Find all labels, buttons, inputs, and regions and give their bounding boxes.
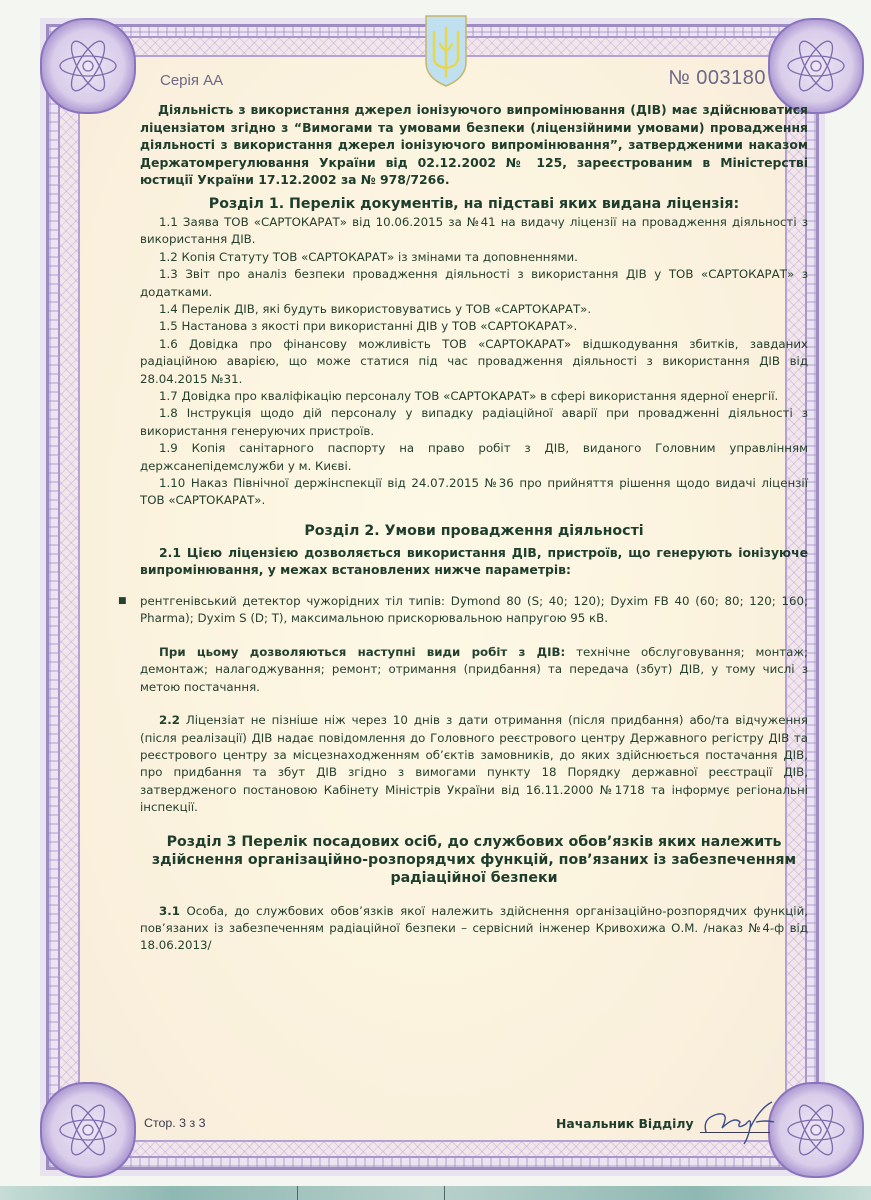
section-3-title: Розділ 3 Перелік посадових осіб, до службових обов’язків яких належить здійснення організаційно-розпорядчих функцій, пов’язаних із забезпеченням радіаційної безпеки bbox=[151, 833, 797, 886]
list-item: 1.1 Заява ТОВ «САРТОКАРАТ» від 10.06.2015 за №41 на видачу ліцензії на провадження діяльності з використання ДІВ. bbox=[140, 214, 808, 247]
list-item: 1.3 Звіт про аналіз безпеки провадження діяльності з використання ДІВ у ТОВ «САРТОКАРАТ» з додатками. bbox=[140, 267, 808, 299]
atom-rosette-icon bbox=[40, 18, 136, 114]
section-2-2-paragraph bbox=[140, 712, 808, 816]
atom-rosette-icon bbox=[40, 1082, 136, 1178]
section-2-2-number: 2.2 bbox=[159, 713, 180, 728]
section-2-2-text: Ліцензіат не пізніше ніж через 10 днів з дати отримання (після придбання) або/та відчуження (після реалізації) ДІВ надає повідомлення до Головного реєстрового центру Державного регістру ДІВ та реєстрового центру за місцезнаходженням об’єктів замовників, до яких здійснюється постачання ДІВ, про придбання та збут ДІВ згідно з вимогами пункту 18 Порядку державної реєстрації ДІВ, затвердженого постановою Кабінету Міністрів України від 16.11.2000 №1718 та інформує регіональні інспекції. bbox=[140, 713, 808, 815]
section-3-1-text: Особа, до службових обов’язків якої належить здійснення організаційно-розпорядчих функцій, пов’язаних із забезпеченням радіаційної безпеки – сервісний інженер Кривохижа О.М. /наказ №4-ф від 18.06.2013/ bbox=[140, 903, 808, 953]
signature-mark bbox=[700, 1098, 780, 1152]
list-item: 1.10 Наказ Північної держінспекції від 24.07.2015 №36 про прийняття рішення щодо видачі ліцензії ТОВ «САРТОКАРАТ». bbox=[140, 476, 808, 508]
section-3-1-number: 3.1 bbox=[159, 903, 180, 918]
section-1-title: Розділ 1. Перелік документів, на підставі яких видана ліцензія: bbox=[208, 195, 740, 212]
list-item: 1.5 Настанова з якості при використанні ДІВ у ТОВ «САРТОКАРАТ». bbox=[159, 319, 578, 334]
scanner-bottom-strip bbox=[0, 1186, 871, 1200]
intro-paragraph: Діяльність з використання джерел іонізуючого випромінювання (ДІВ) має здійснюватися ліцензіатом згідно з “Вимогами та умовами безпеки (ліцензійними умовами) провадження діяльності з використання джерел іонізуючого випромінювання”, затвердженими наказом Держатомрегулювання України від 02.12.2002 № 125, зареєстрованим в Міністерстві юстиції України 17.12.2002 за № 978/7266. bbox=[140, 102, 808, 188]
list-item: 1.6 Довідка про фінансову можливість ТОВ «САРТОКАРАТ» відшкодування збитків, завданих радіаційною аварією, що може статися під час провадження діяльності з використання ДІВ від 28.04.2015 №31. bbox=[140, 336, 808, 386]
section-1-list bbox=[140, 214, 808, 510]
list-item: 1.7 Довідка про кваліфікацію персоналу ТОВ «САРТОКАРАТ» в сфері використання ядерної енергії. bbox=[159, 389, 779, 404]
document-content bbox=[118, 55, 808, 955]
section-2-title: Розділ 2. Умови провадження діяльності bbox=[304, 522, 644, 539]
divider bbox=[444, 1186, 445, 1200]
permitted-works-label: При цьому дозволяються наступні види робіт з ДІВ: bbox=[159, 644, 566, 659]
series-label: Серія АА bbox=[160, 72, 224, 89]
license-number: № 003180 bbox=[668, 67, 766, 89]
bullet-square-icon: ■ bbox=[118, 596, 127, 607]
list-item: 1.2 Копія Статуту ТОВ «САРТОКАРАТ» із змінами та доповненнями. bbox=[159, 249, 578, 264]
signatory-title: Начальник Відділу bbox=[556, 1116, 694, 1131]
permitted-works-paragraph bbox=[140, 644, 808, 696]
device-bullet bbox=[118, 593, 808, 628]
section-2-1-paragraph: 2.1 Цією ліцензією дозволяється використання ДІВ, пристроїв, що генерують іонізуюче випромінювання, у межах встановлених нижче параметрів: bbox=[140, 544, 808, 578]
divider bbox=[297, 1186, 298, 1200]
list-item: 1.9 Копія санітарного паспорту на право робіт з ДІВ, виданого Головним управлінням держсанепідемслужби у м. Києві. bbox=[140, 441, 808, 473]
atom-rosette-icon bbox=[768, 1082, 864, 1178]
section-3-1-paragraph bbox=[140, 903, 808, 955]
device-description: рентгенівський детектор чужорідних тіл типів: Dymond 80 (S; 40; 120); Dyxim FB 40 (60; 80; 120; 160; Pharma); Dyxim S (D; T), максимальною прискорювальною напругою 95 кВ. bbox=[140, 594, 808, 626]
permitted-works-text: технічне обслуговування; монтаж; демонтаж; налагоджування; ремонт; отримання (придбання) та передача (збут) ДІВ, у тому числі з метою постачання. bbox=[140, 644, 808, 694]
header-row bbox=[140, 55, 808, 101]
page-indicator: Стор. 3 з 3 bbox=[144, 1116, 206, 1130]
list-item: 1.4 Перелік ДІВ, які будуть використовуватись у ТОВ «САРТОКАРАТ». bbox=[159, 302, 592, 316]
list-item: 1.8 Інструкція щодо дій персоналу у випадку радіаційної аварії при провадженні діяльності з використання генеруючих пристроїв. bbox=[140, 406, 808, 438]
